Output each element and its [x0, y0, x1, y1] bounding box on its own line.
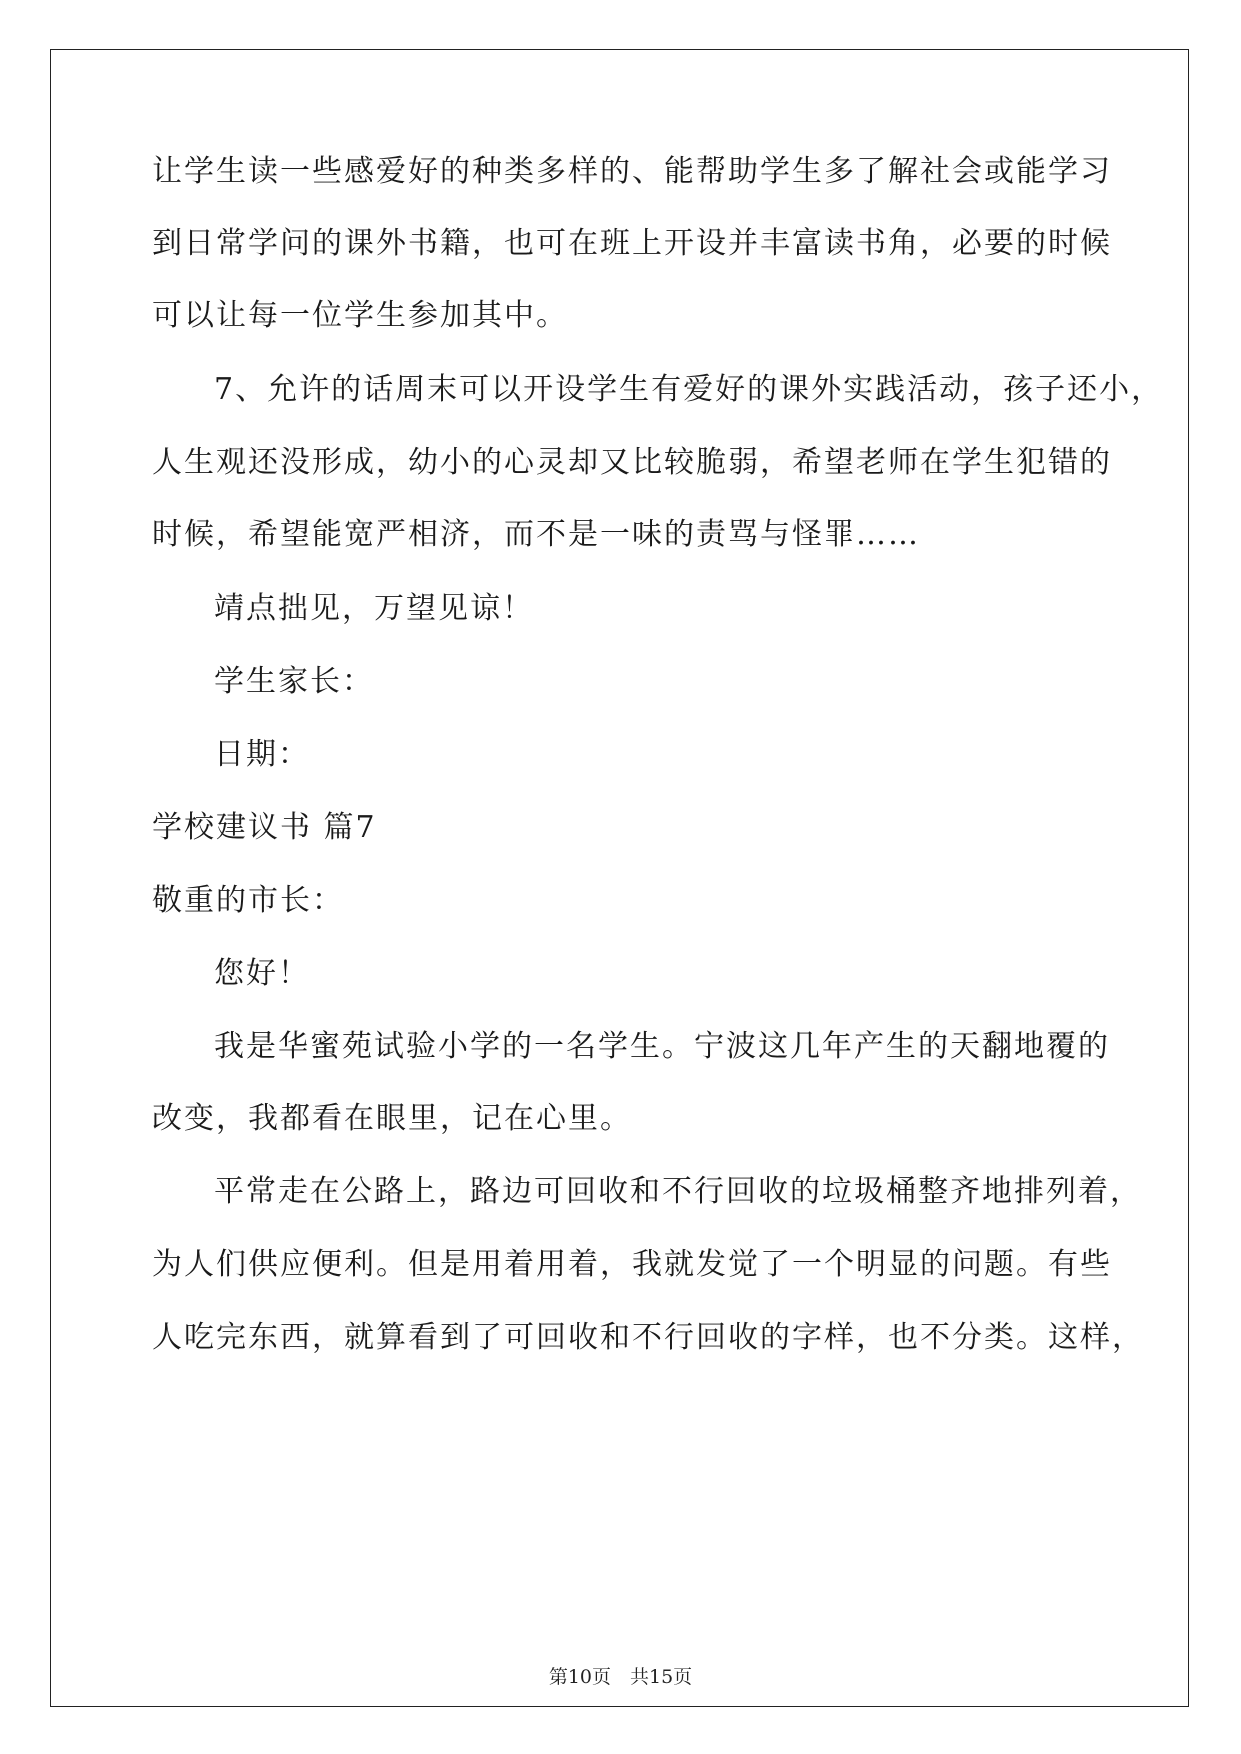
paragraph-line: 平常走在公路上，路边可回收和不行回收的垃圾桶整齐地排列着，	[214, 1174, 1142, 1209]
greeting: 您好！	[214, 956, 310, 991]
date-label: 日期：	[214, 737, 310, 772]
body-line: 时候，希望能宽严相济，而不是一味的责骂与怪罪……	[152, 517, 920, 552]
body-line: 到日常学问的课外书籍，也可在班上开设并丰富读书角，必要的时候	[152, 226, 1112, 261]
body-line: 改变，我都看在眼里，记在心里。	[152, 1101, 632, 1136]
signature-label: 学生家长：	[214, 664, 374, 699]
page-number-footer: 第10页 共15页	[548, 1666, 693, 1688]
paragraph-line: 我是华蜜苑试验小学的一名学生。宁波这几年产生的天翻地覆的	[214, 1029, 1110, 1064]
salutation: 敬重的市长：	[152, 883, 344, 918]
section-heading: 学校建议书 篇7	[152, 810, 377, 845]
body-line: 人吃完东西，就算看到了可回收和不行回收的字样，也不分类。这样，	[152, 1320, 1144, 1355]
body-line: 让学生读一些感爱好的种类多样的、能帮助学生多了解社会或能学习	[152, 154, 1112, 189]
closing-remark: 靖点拙见，万望见谅！	[214, 591, 534, 626]
body-line: 为人们供应便利。但是用着用着，我就发觉了一个明显的问题。有些	[152, 1247, 1112, 1282]
body-line: 可以让每一位学生参加其中。	[152, 298, 568, 333]
paragraph-line: 7、允许的话周末可以开设学生有爱好的课外实践活动，孩子还小，	[214, 372, 1164, 407]
body-line: 人生观还没形成，幼小的心灵却又比较脆弱，希望老师在学生犯错的	[152, 445, 1112, 480]
